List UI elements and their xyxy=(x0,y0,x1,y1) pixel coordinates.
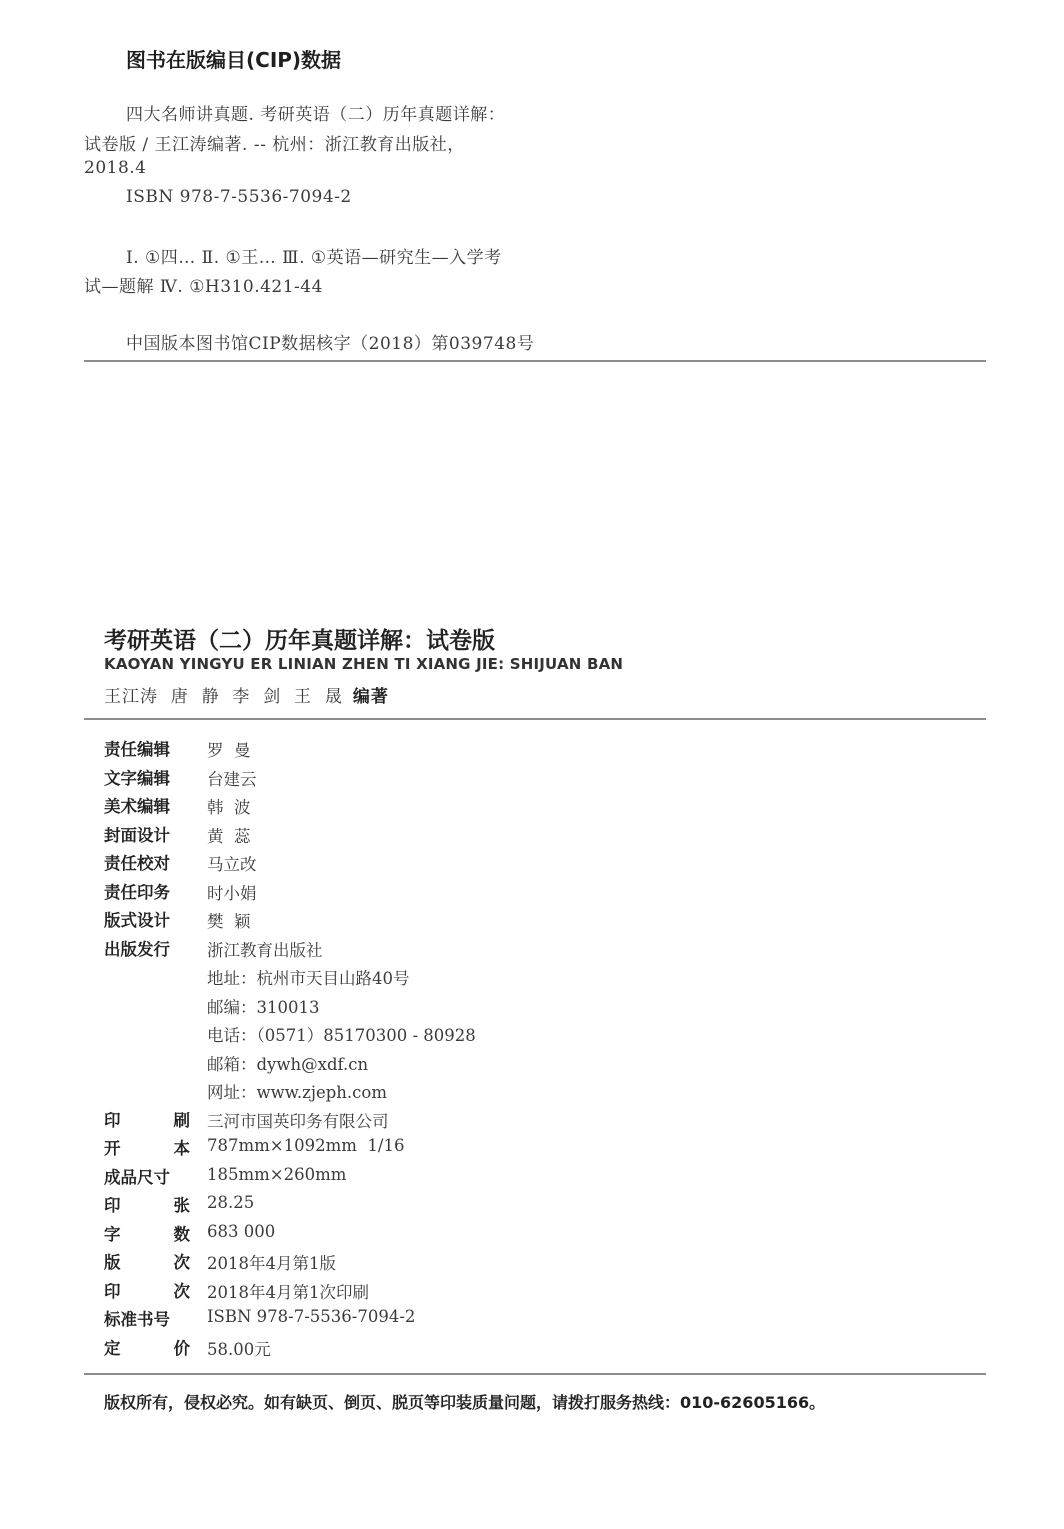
info-label: 定 价 xyxy=(104,1338,190,1358)
info-label: 责任印务 xyxy=(104,882,170,902)
info-label: 文字编辑 xyxy=(104,768,170,788)
info-value: 28.25 xyxy=(207,1193,255,1212)
info-value: 黄 蕊 xyxy=(207,826,251,846)
cip-isbn-line: ISBN 978-7-5536-7094-2 xyxy=(126,187,352,207)
info-value: 马立改 xyxy=(207,855,257,874)
info-label: 开 本 xyxy=(104,1139,190,1158)
info-value: 樊 颖 xyxy=(207,912,251,931)
info-value: 2018年4月第1版 xyxy=(207,1254,336,1273)
cip-classification-line: 试—题解 Ⅳ. ①H310.421-44 xyxy=(84,277,323,297)
info-value: 683 000 xyxy=(207,1221,276,1241)
info-label: 印 刷 xyxy=(104,1110,190,1130)
info-value: 电话：（0571）85170300 - 80928 xyxy=(207,1026,476,1045)
info-value: 三河市国英印务有限公司 xyxy=(207,1111,389,1131)
info-value: 185mm×260mm xyxy=(207,1164,347,1184)
info-value: 邮编：310013 xyxy=(207,997,320,1017)
info-value: 罗 曼 xyxy=(207,741,251,760)
cip-record-number: 中国版本图书馆CIP数据核字（2018）第039748号 xyxy=(126,334,535,354)
cip-classification-line: Ⅰ. ①四… Ⅱ. ①王… Ⅲ. ①英语—研究生—入学考 xyxy=(126,248,502,268)
info-label: 印 次 xyxy=(104,1281,190,1301)
cip-line: 四大名师讲真题. 考研英语（二）历年真题详解： xyxy=(126,105,506,125)
info-value: 韩 波 xyxy=(207,798,251,817)
divider xyxy=(84,360,986,362)
author-names: 王江涛 唐 静 李 剑 王 晟 xyxy=(104,687,343,707)
info-value: 台建云 xyxy=(207,769,257,789)
info-label: 字 数 xyxy=(104,1224,190,1244)
divider xyxy=(84,1373,986,1375)
cip-line: 2018.4 xyxy=(84,158,147,178)
info-label: 版式设计 xyxy=(104,911,170,930)
info-label: 出版发行 xyxy=(104,939,170,959)
info-value: 网址：www.zjeph.com xyxy=(207,1083,387,1102)
info-label: 版 次 xyxy=(104,1253,190,1272)
info-value: 浙江教育出版社 xyxy=(207,940,323,960)
info-value: 地址：杭州市天目山路40号 xyxy=(207,969,410,988)
cip-heading: 图书在版编目(CIP)数据 xyxy=(126,48,342,72)
info-label: 成品尺寸 xyxy=(104,1167,170,1187)
book-authors xyxy=(104,682,389,707)
info-label: 美术编辑 xyxy=(104,797,170,816)
cip-line: 试卷版 / 王江涛编著. -- 杭州：浙江教育出版社， xyxy=(84,135,465,155)
author-role: 编著 xyxy=(352,687,389,707)
info-label: 责任编辑 xyxy=(104,740,170,759)
info-label: 印 张 xyxy=(104,1196,190,1215)
info-value: 邮箱：dywh@xdf.cn xyxy=(207,1054,369,1074)
info-label: 责任校对 xyxy=(104,854,170,873)
info-value: 2018年4月第1次印刷 xyxy=(207,1282,369,1302)
info-label: 标准书号 xyxy=(104,1310,170,1329)
info-value: 787mm×1092mm 1/16 xyxy=(207,1136,405,1155)
info-value: ISBN 978-7-5536-7094-2 xyxy=(207,1307,416,1326)
book-title: 考研英语（二）历年真题详解：试卷版 xyxy=(104,628,495,654)
info-label: 封面设计 xyxy=(104,825,170,845)
divider xyxy=(84,718,986,720)
book-title-pinyin: KAOYAN YINGYU ER LINIAN ZHEN TI XIANG JIE: SHIJUAN BAN xyxy=(104,655,624,673)
copyright-notice: 版权所有，侵权必究。如有缺页、倒页、脱页等印装质量问题，请拨打服务热线：010-62605166。 xyxy=(104,1393,826,1412)
info-value: 时小娟 xyxy=(207,883,257,903)
info-value: 58.00元 xyxy=(207,1339,271,1359)
